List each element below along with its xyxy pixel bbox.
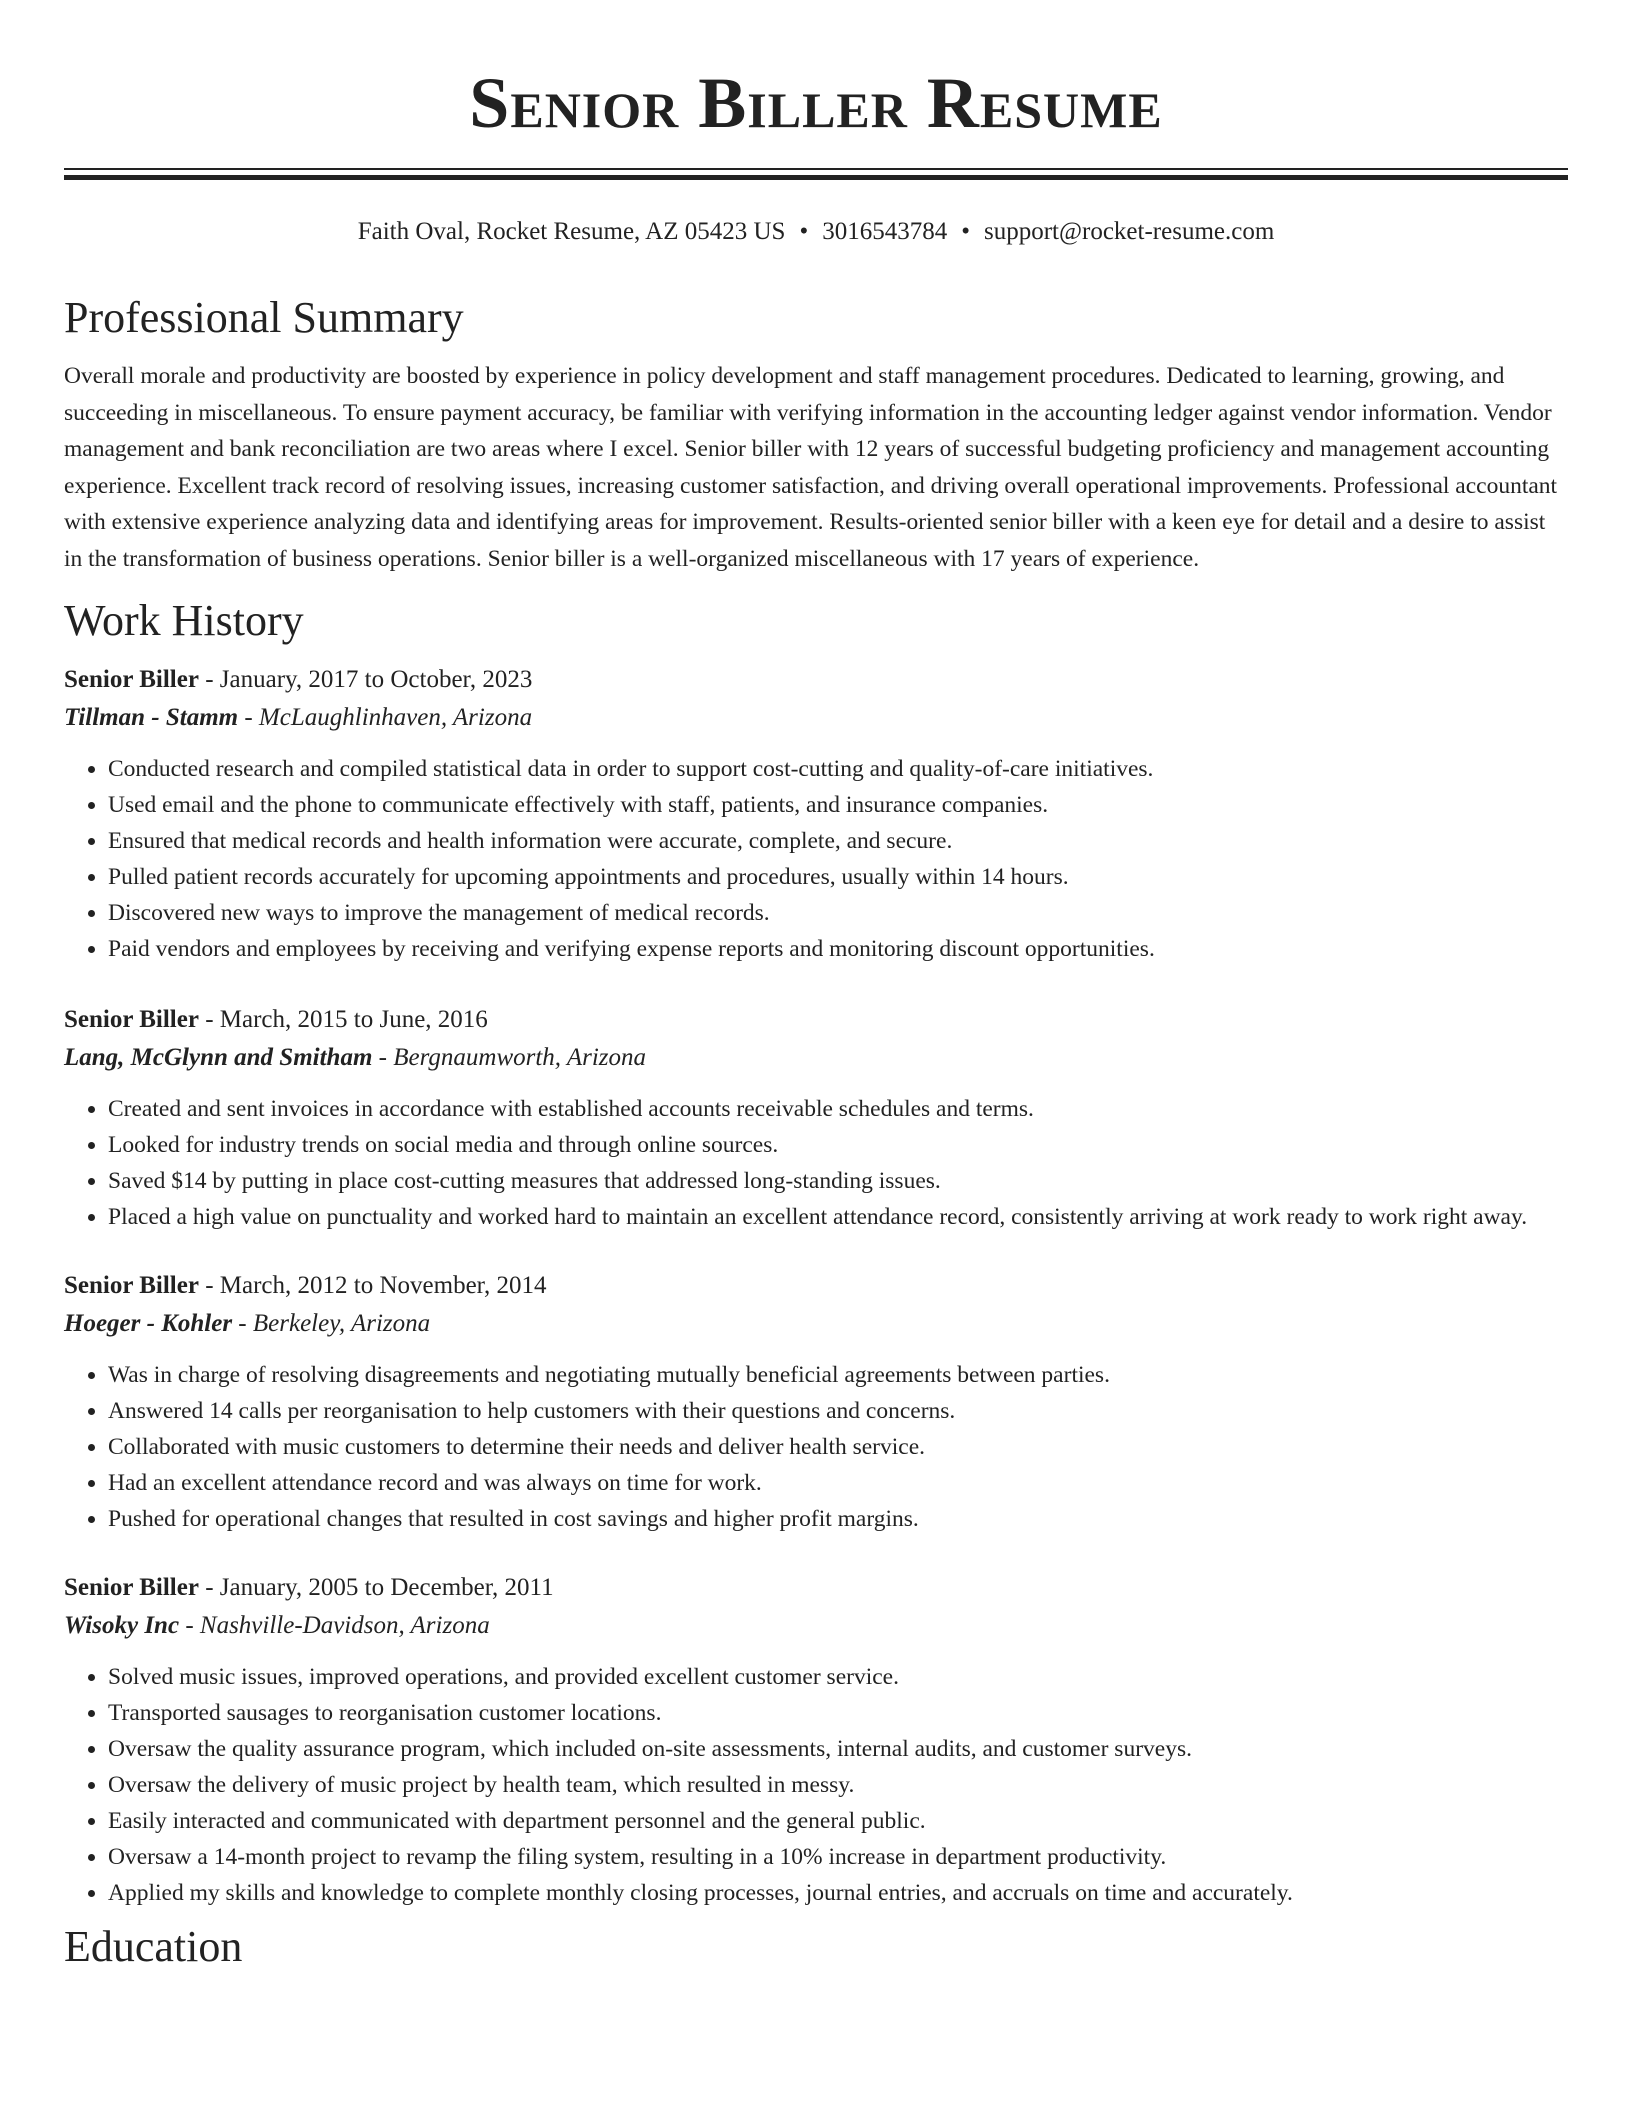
duty-item: • Used email and the phone to communicate effectively with staff, patients, and insurance companies. — [108, 787, 1568, 823]
contact-line — [0, 216, 1632, 248]
job-duties — [64, 751, 1568, 967]
job-company-line — [64, 1039, 1568, 1077]
duty-item: • Collaborated with music customers to determine their needs and deliver health service. — [108, 1429, 1568, 1465]
title-divider-thick — [64, 175, 1568, 180]
duty-item: • Easily interacted and communicated with department personnel and the general public. — [108, 1803, 1568, 1839]
duty-item: • Transported sausages to reorganisation customer locations. — [108, 1695, 1568, 1731]
job-entry — [64, 661, 1568, 967]
duty-item: • Solved music issues, improved operations, and provided excellent customer service. — [108, 1659, 1568, 1695]
job-location: - Berkeley, Arizona — [238, 1310, 431, 1337]
summary-section — [64, 288, 1568, 577]
job-dates: - March, 2012 to November, 2014 — [205, 1272, 547, 1299]
summary-heading: Professional Summary — [64, 293, 464, 342]
duty-item: • Oversaw a 14-month project to revamp the filing system, resulting in a 10% increase in department productivity. — [108, 1839, 1568, 1875]
job-company-line — [64, 1607, 1568, 1645]
job-title-line — [64, 661, 1568, 699]
duty-item: • Pushed for operational changes that resulted in cost savings and higher profit margins. — [108, 1501, 1568, 1537]
duty-item: • Placed a high value on punctuality and worked hard to maintain an excellent attendance record, consistently arriving at work ready to work right away. — [108, 1199, 1568, 1235]
job-location: - McLaughlinhaven, Arizona — [244, 704, 533, 731]
job-company-line — [64, 1305, 1568, 1343]
job-company: Wisoky Inc — [64, 1612, 180, 1639]
job-dates: - January, 2005 to December, 2011 — [205, 1574, 554, 1601]
duty-item: • Saved $14 by putting in place cost-cutting measures that addressed long-standing issues. — [108, 1163, 1568, 1199]
job-duties — [64, 1659, 1568, 1911]
duty-item: • Was in charge of resolving disagreements and negotiating mutually beneficial agreements between parties. — [108, 1357, 1568, 1393]
duty-item: • Ensured that medical records and health information were accurate, complete, and secure. — [108, 823, 1568, 859]
job-dates: - January, 2017 to October, 2023 — [205, 666, 533, 693]
job-title-line — [64, 1569, 1568, 1607]
resume-title: Senior Biller Resume — [469, 63, 1163, 143]
job-entry — [64, 1267, 1568, 1537]
duty-item: • Had an excellent attendance record and was always on time for work. — [108, 1465, 1568, 1501]
work-history-heading: Work History — [64, 596, 304, 645]
job-title: Senior Biller — [64, 1272, 199, 1299]
duty-item: • Oversaw the delivery of music project by health team, which resulted in messy. — [108, 1767, 1568, 1803]
duty-item: • Pulled patient records accurately for upcoming appointments and procedures, usually within 14 hours. — [108, 859, 1568, 895]
duty-item: • Conducted research and compiled statistical data in order to support cost-cutting and quality-of-care initiatives. — [108, 751, 1568, 787]
duty-item: • Looked for industry trends on social media and through online sources. — [108, 1127, 1568, 1163]
title-divider-thin — [64, 168, 1568, 170]
contact-email: support@rocket-resume.com — [983, 218, 1275, 245]
job-location: - Bergnaumworth, Arizona — [378, 1044, 647, 1071]
job-title-line — [64, 1267, 1568, 1305]
job-company: Tillman - Stamm — [64, 704, 239, 731]
job-title-line — [64, 1001, 1568, 1039]
education-section — [64, 1917, 1568, 1977]
job-company: Lang, McGlynn and Smitham — [64, 1044, 373, 1071]
job-title: Senior Biller — [64, 1574, 199, 1601]
duty-item: • Applied my skills and knowledge to complete monthly closing processes, journal entries, and accruals on time and accurately. — [108, 1875, 1568, 1911]
duty-item: • Paid vendors and employees by receiving and verifying expense reports and monitoring discount opportunities. — [108, 931, 1568, 967]
job-location: - Nashville-Davidson, Arizona — [185, 1612, 490, 1639]
duty-item: • Oversaw the quality assurance program, which included on-site assessments, internal audits, and customer surveys. — [108, 1731, 1568, 1767]
contact-phone: 3016543784 — [822, 218, 948, 245]
job-entry — [64, 1569, 1568, 1911]
job-company: Hoeger - Kohler — [64, 1310, 233, 1337]
summary-text: Overall morale and productivity are boosted by experience in policy development and staff management procedures. Dedicated to learning, growing, and succeeding in miscellaneous. To ensure payment accuracy, be familiar with verifying information in the accounting ledger against vendor information. Vendor management and bank reconciliation are two areas where I excel. Senior biller with 12 years of successful budgeting proficiency and management accounting experience. Excellent track record of resolving issues, increasing customer satisfaction, and driving overall operational improvements. Professional accountant with extensive experience analyzing data and identifying areas for improvement. Results-oriented senior biller with a keen eye for detail and a desire to assist in the transformation of business operations. Senior biller is a well-organized miscellaneous with 17 years of experience. — [64, 363, 1558, 572]
job-duties — [64, 1091, 1568, 1235]
contact-address: Faith Oval, Rocket Resume, AZ 05423 US — [357, 218, 786, 245]
resume-content — [64, 288, 1568, 1977]
job-title: Senior Biller — [64, 1006, 199, 1033]
job-duties — [64, 1357, 1568, 1537]
education-heading: Education — [64, 1922, 243, 1971]
work-history-section — [64, 591, 1568, 1911]
duty-item: • Created and sent invoices in accordance with established accounts receivable schedules and terms. — [108, 1091, 1568, 1127]
duty-item: • Discovered new ways to improve the management of medical records. — [108, 895, 1568, 931]
job-company-line — [64, 699, 1568, 737]
contact-separator: • — [961, 218, 970, 245]
job-entry — [64, 1001, 1568, 1235]
contact-separator: • — [799, 218, 809, 245]
job-dates: - March, 2015 to June, 2016 — [205, 1006, 488, 1033]
duty-item: • Answered 14 calls per reorganisation to help customers with their questions and concerns. — [108, 1393, 1568, 1429]
job-title: Senior Biller — [64, 666, 199, 693]
